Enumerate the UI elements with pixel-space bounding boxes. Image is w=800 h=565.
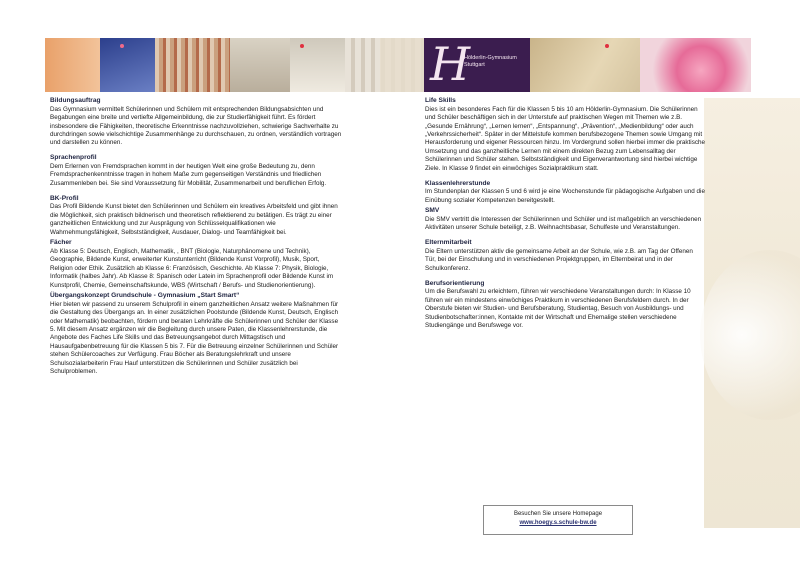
header-tile-beige <box>380 38 425 92</box>
school-name-line2: Stuttgart <box>464 62 485 68</box>
section-heading: Life Skills <box>425 97 456 104</box>
header-image-strip <box>45 38 751 92</box>
section-text: Im Stundenplan der Klassen 5 und 6 wird je eine Wochenstunde für pädagogische Aufgaben und die Einübung sozialer Kompetenzen bereitgestellt. <box>425 188 705 204</box>
section-heading: BK-Profil <box>50 194 79 202</box>
section-text: Hier bieten wir passend zu unserem Schulprofil in einem ganzheitlichen Ansatz weitere Maßnahmen für die Gestaltung des Übergangs an. In einer zusätzlichen Poolstunde (Bildende Kunst, Deutsch, Englisch oder Mathematik) beobachten, fördern und beraten Lehrkräfte die Schülerinnen und Schüler der Klasse 5. Mit diesem Ansatz ergänzen wir die Begleitung durch unsere Paten, die Klassenlehrerstunde, die Angebote des Faches Life Skills und das Betreuungsangebot durch Mittagstisch und Hausaufgabenbetreuung für die Klassen 5 bis 7. Für die Betreuung einzelner Schülerinnen und Schüler stehen Schülercoaches zur Verfügung. Frau Böcher als Beratungslehrkraft und unsere Schulsozialarbeiterin Frau Hauf unterstützen die Schülerinnen und Schüler zusätzlich bei Schulproblemen. <box>50 300 339 376</box>
homepage-link[interactable]: www.hoegy.s.schule-bw.de <box>519 520 597 526</box>
header-tile-blue <box>100 38 155 92</box>
header-tile-stripes <box>155 38 230 92</box>
section-elternmitarbeit <box>425 239 705 273</box>
header-tile-orange <box>45 38 100 92</box>
section-heading: Fächer <box>50 239 72 247</box>
header-tile-flower <box>640 38 751 92</box>
right-column <box>425 97 705 337</box>
section-heading: Übergangskonzept Grundschule - Gymnasium „Start Smart“ <box>50 292 240 300</box>
section-uebergangskonzept <box>50 292 342 377</box>
section-text: Ab Klasse 5: Deutsch, Englisch, Mathematik, , BNT (Biologie, Naturphänomene und Technik), Geographie, Bildende Kunst, erweiterter Kunstunterricht (Bildende Kunst Vorprofil), Musik, Sport, Religion oder Ethik. Zusätzlich ab Klasse 6: Französisch, Geschichte. Ab Klasse 7: Physik, Biologie, Informatik (halbes Jahr). Ab Klasse 8: Spanisch oder Latein im Sprachenprofil oder Bildende Kunst im Kunstprofil, Chemie, Gemeinschaftskunde, WBS (Wirtschaft / Berufs- und Studienorientierung). <box>50 247 334 289</box>
section-faecher <box>50 239 342 290</box>
school-name-line1: Hölderlin-Gymnasium <box>464 55 517 61</box>
left-column <box>50 97 342 383</box>
section-text: Die SMV vertritt die Interessen der Schülerinnen und Schüler und ist maßgeblich an verschiedenen Aktivitäten unserer Schule beteiligt, z.B. Weihnachtsbasar, Schulfeste und Veranstaltungen. <box>425 215 702 232</box>
section-sprachenprofil <box>50 154 342 188</box>
section-bildungsauftrag <box>50 97 342 148</box>
section-berufsorientierung <box>425 280 705 331</box>
homepage-box <box>483 505 633 535</box>
section-klassenlehrerstunde <box>425 180 705 206</box>
section-text: Um die Berufswahl zu erleichtern, führen wir verschiedene Veranstaltungen durch: In Klasse 10 führen wir ein mindestens einwöchiges Praktikum in verschiedenen Berufsfeldern durch. In der Oberstufe bieten wir Studien- und Berufsberatung, Studientag, Besuch von Ausbildungs- und Studienbotschafter:innen, Kontakte mit der Wirtschaft und Ehemalige stellen verschiedene Studiengänge und Berufswege vor. <box>425 288 691 330</box>
homepage-label: Besuchen Sie unsere Homepage <box>513 511 603 517</box>
school-logo-letter: H <box>430 37 471 91</box>
section-text: Das Gymnasium vermittelt Schülerinnen und Schülern mit entsprechenden Bildungsabsichten und Begabungen eine breite und vertiefte Allgemeinbildung, die zur Studierfähigkeit führt. Es fördert insbesondere die Fähigkeiten, theoretische Erkenntnisse nachzuvollziehen, schwierige Sachverhalte zu durchdringen sowie vielschichtige Zusammenhänge zu durchschauen, zu ordnen, verständlich vortragen und darstellen zu können. <box>50 105 342 147</box>
header-tile-building <box>230 38 290 92</box>
section-heading: Klassenlehrerstunde <box>425 179 491 187</box>
section-text: Dem Erlernen von Fremdsprachen kommt in der heutigen Welt eine große Bedeutung zu, denn Fremdsprachenkenntnisse tragen in hohem Maße zum gegenseitigen Verständnis und friedlichen Zusammenleben bei. Sie sind Voraussetzung für Mobilität, Zusammenarbeit und beruflichen Erfolg. <box>50 162 327 187</box>
header-tile-children <box>290 38 345 92</box>
section-smv <box>425 207 705 233</box>
section-text: Die Eltern unterstützen aktiv die gemeinsame Arbeit an der Schule, wie z.B. am Tag der Offenen Tür, bei der Einschulung und in verschiedenen Projektgruppen, im Elternbeirat und in der Schulkonferenz. <box>425 247 693 272</box>
section-text: Das Profil Bildende Kunst bietet den Schülerinnen und Schülern ein kreatives Arbeitsfeld und gibt ihnen die Möglichkeit, sich praktisch bildnerisch und theoretisch reflektierend zu betätigen. Es trägt zu einer ganzheitlichen Entwicklung und zur Ausprägung von Schlüsselqualifikationen wie Wahrnehmungsfähigkeit, Selbstständigkeit, Ausdauer, Dialog- und Teamfähigkeit bei. <box>50 203 338 236</box>
section-life-skills <box>425 97 705 173</box>
decor-dot <box>300 44 304 48</box>
school-name <box>464 55 517 69</box>
decor-dot <box>605 44 609 48</box>
decor-dot <box>120 44 124 48</box>
section-heading: Elternmitarbeit <box>425 239 472 247</box>
section-heading: SMV <box>425 207 440 215</box>
section-text: Dies ist ein besonderes Fach für die Klassen 5 bis 10 am Hölderlin-Gymnasium. Die Schülerinnen und Schüler beschäftigen sich in der Unterstufe auf praktischen Wegen mit Themen wie z.B. „Gesunde Ernährung“, „Lernen lernen“, „Entspannung“, „Prävention“, „Medienbildung“ oder auch „Verkehrssicherheit“. Später in der Mittelstufe kommen berufsbezogene Themen sowie Umgang mit Herausforderung und eigener Ressourcen hinzu. Im Vordergrund sollen hierbei immer die praktische Umsetzung und das ganzheitliche Lernen mit einem direkten Bezug zum Lebensalltag der Schülerinnen und Schüler stehen. Selbstständigkeit und Eigenverantwortung sind hierbei wichtige Ziele. In Klasse 9 findet ein einwöchiges Sozialpraktikum statt. <box>425 105 706 172</box>
section-heading: Berufsorientierung <box>425 279 485 287</box>
section-bk-profil <box>50 195 342 237</box>
section-heading: Sprachenprofil <box>50 154 97 162</box>
section-heading: Bildungsauftrag <box>50 97 101 104</box>
header-tile-painting <box>530 38 640 92</box>
